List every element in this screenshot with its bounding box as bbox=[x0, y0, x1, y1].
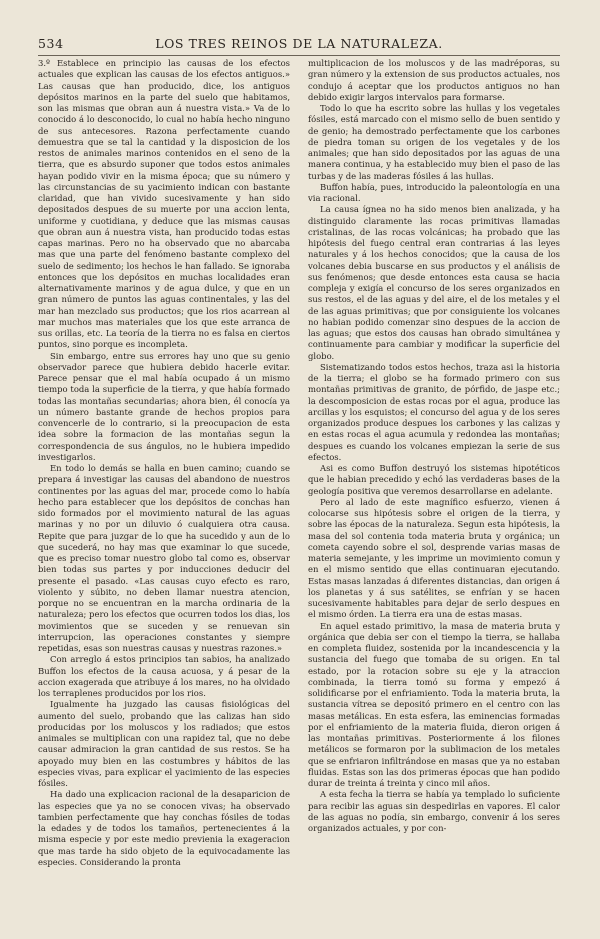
paragraph: La causa ígnea no ha sido menos bien analizada, y ha distinguido claramente las rocas primitivas llamadas cristalinas, de las rocas volcánicas; ha probado que las hipótesis del fuego central eran contrarias á las leyes naturales y á los hechos conocidos; que la causa de los volcanes debia buscarse en sus productos y el análisis de sus fenómenos; que desde entonces esta causa se hacia compleja y exigía el concurso de los seres organizados en sus restos, el de las aguas y del aire, el de los metales y el de las aguas primitivas; que por consiguiente los volcanes no habian podido comenzar sino despues de la accion de las aguas; que estos dos causas han obrado simultánea y continuamente para cambiar y modificar la superficie del globo. bbox=[308, 204, 560, 361]
page-header bbox=[38, 36, 560, 54]
header-rule bbox=[38, 55, 560, 56]
text-columns bbox=[38, 58, 560, 918]
paragraph: A esta fecha la tierra se había ya templado lo suficiente para recibir las aguas sin despedirlas en vapores. El calor de las aguas no podía, sin embargo, convenir á los seres organizados actuales, y por con- bbox=[308, 789, 560, 833]
paragraph: Ha dado una explicacion racional de la desaparicion de las especies que ya no se conocen vivas; ha observado tambien perfectamente que hay conchas fósiles de todas la edades y de todos los tamaños, pertenecientes á la misma especie y por este medio previenia la exageracion que mas tarde ha sido objeto de la equivocadamente las especies. Considerando la pronta bbox=[38, 789, 290, 867]
paragraph: Buffon había, pues, introducido la paleontología en una via racional. bbox=[308, 181, 560, 203]
paragraph: En todo lo demás se halla en buen camino; cuando se prepara á investigar las causas del abandono de nuestros continentes por las aguas del mar, procede como lo había hecho para establecer que los depósitos de conchas han sido formados por el movimiento natural de las aguas marinas y no por un diluvio ó cualquiera otra causa. Repite que para juzgar de lo que ha sucedido y aun de lo que sucederá, no hay mas que examinar lo que sucede, que es preciso tomar nuestro globo tal como es, observar bien todas sus partes y por inducciones deducir del presente el pasado. «Las causas cuyo efecto es raro, violento y súbito, no deben llamar nuestra atencion, porque no se encuentran en la marcha ordinaria de la naturaleza; pero los efectos que ocurren todos los dias, los movimientos que se suceden y se renuevan sin interrupcion, las operaciones constantes y siempre repetidas, esas son nuestras causas y nuestras razones.» bbox=[38, 463, 290, 653]
paragraph: Sin embargo, entre sus errores hay uno que su genio observador parece que hubiera debido hacerle evitar. Parece pensar que el mal había ocupado á un mismo tiempo toda la superficie de la tierra, y que había formado todas las montañas secundarias; ahora bien, él conocía ya un número bastante grande de hechos propios para convencerle de lo contrario, si la preocupacion de esta idea sobre la formacion de las montañas segun la correspondencia de sus ángulos, no le hubiera impedido investigarlos. bbox=[38, 350, 290, 462]
page-number: 534 bbox=[38, 36, 64, 51]
right-column bbox=[308, 58, 560, 918]
paragraph: Todo lo que ha escrito sobre las hullas y los vegetales fósiles, está marcado con el mismo sello de buen sentido y de genio; ha demostrado perfectamente que los carbones de piedra toman su origen de los vegetales y de los animales; que han sido depositados por las aguas de una manera continua, y ha establecido muy bien el paso de las turbas y de las maderas fósiles á las hullas. bbox=[308, 103, 560, 181]
paragraph: Pero al lado de este magnífico esfuerzo, vienen á colocarse sus hipótesis sobre el origen de la tierra, y sobre las épocas de la naturaleza. Segun esta hipótesis, la masa del sol contenia toda materia bruta y orgánica; un cometa cayendo sobre el sol, desprende varias masas de materia semejante, y les imprime un movimiento comun y en el mismo sentido que ellas continuaran ejecutando. Estas masas lanzadas á diferentes distancias, dan origen á los planetas y á sus satélites, se enfrían y se hacen sucesivamente habitables para dejar de serlo despues en el mismo órden. La tierra era una de estas masas. bbox=[308, 496, 560, 620]
paragraph: Asi es como Buffon destruyó los sistemas hipotéticos que le habian precedido y echó las verdaderas bases de la geología positiva que veremos desarrollarse en adelante. bbox=[308, 463, 560, 496]
paragraph: 3.º Establece en principio las causas de los efectos actuales que explican las causas de los efectos antiguos.» Las causas que han producido, dice, los antiguos depósitos marinos en la parte del suelo que habitamos, son las mismas que obran aun á nuestra vista.» Va de lo conocido á lo desconocido, lo cual no había hecho ninguno de sus antecesores. Razona perfectamente cuando demuestra que se tal la cantidad y la disposicion de los restos de animales marinos contenidos en el seno de la tierra, que es absurdo suponer que todos estos animales hayan podido vivir en la misma época; que su número y las circunstancias de su yacimiento indican con bastante claridad, que han vivido sucesivamente y han sido depositados despues de su muerte por una accion lenta, uniforme y cuotidiana, y deduce que las mismas causas que obran aun á nuestra vista, han producido todas estas capas marinas. Pero no ha observado que no abarcaba mas que una parte del fenómeno bastante complexo del suelo de sedimento; los hechos le han fallado. Se ignoraba entonces que los depósitos en muchas localidades eran alternativamente marinos y de agua dulce, y que en un gran número de puntos las aguas continentales, y las del mar han mezclado sus productos; que los rios acarrean al mar muchos mas materiales que los que este arranca de sus orillas, etc. La teoría de la tierra no es falsa en ciertos puntos, sino porque es incompleta. bbox=[38, 58, 290, 350]
paragraph: En aquel estado primitivo, la masa de materia bruta y orgánica que debia ser con el tiempo la tierra, se hallaba en completa fluidez, sostenida por la incandescencia y la sustancia del fuego que tomaba de su origen. En tal estado, por la rotacion sobre su eje y la atraccion combinada, la tierra tomó su forma y empezó á solidificarse por el enfriamiento. Toda la materia bruta, la sustancia vítrea se depositó primero en el centro con las masas metálicas. En esta esfera, las eminencias formadas por el enfriamiento de la materia fluida, dieron origen á las montañas primitivas. Posteriormente á los filones metálicos se formaron por la sublimacion de los metales que se enfriaron infiltrándose en masas que ya no estaban fluidas. Estas son las dos primeras épocas que han podido durar de treinta á treinta y cinco mil años. bbox=[308, 620, 560, 788]
paragraph: Sistematizando todos estos hechos, traza asi la historia de la tierra; el globo se ha formado primero con sus montañas primitivas de granito, de pórfido, de jaspe etc.; la descomposicion de estas rocas por el agua, produce las arcillas y los esquistos; el concurso del agua y de los seres organizados produce despues los carbones y las calizas y en estas rocas el agua acumula y redondea las montañas; despues es cuando los volcanes empiezan la serie de sus efectos. bbox=[308, 361, 560, 462]
paragraph: Con arreglo á estos principios tan sabios, ha analizado Buffon los efectos de la causa acuosa, y á pesar de la accion exagerada que atribuye á los mares, no ha olvidado los terraplenes producidos por los rios. bbox=[38, 654, 290, 698]
running-title: LOS TRES REINOS DE LA NATURALEZA. bbox=[155, 36, 443, 51]
paragraph: Igualmente ha juzgado las causas fisiológicas del aumento del suelo, probando que las calizas han sido producidas por los moluscos y los radiados; que estos animales se multiplican con una rapidez tal, que no debe causar admiracion la gran cantidad de sus restos. Se ha apoyado muy bien en las costumbres y hábitos de las especies vivas, para explicar el yacimiento de las especies fósiles. bbox=[38, 699, 290, 788]
left-column bbox=[38, 58, 290, 918]
paragraph: multiplicacion de los moluscos y de las madréporas, su gran número y la extension de sus productos actuales, nos condujo á aceptar que los productos antiguos no han debido exigir largos intervalos para formarse. bbox=[308, 58, 560, 102]
